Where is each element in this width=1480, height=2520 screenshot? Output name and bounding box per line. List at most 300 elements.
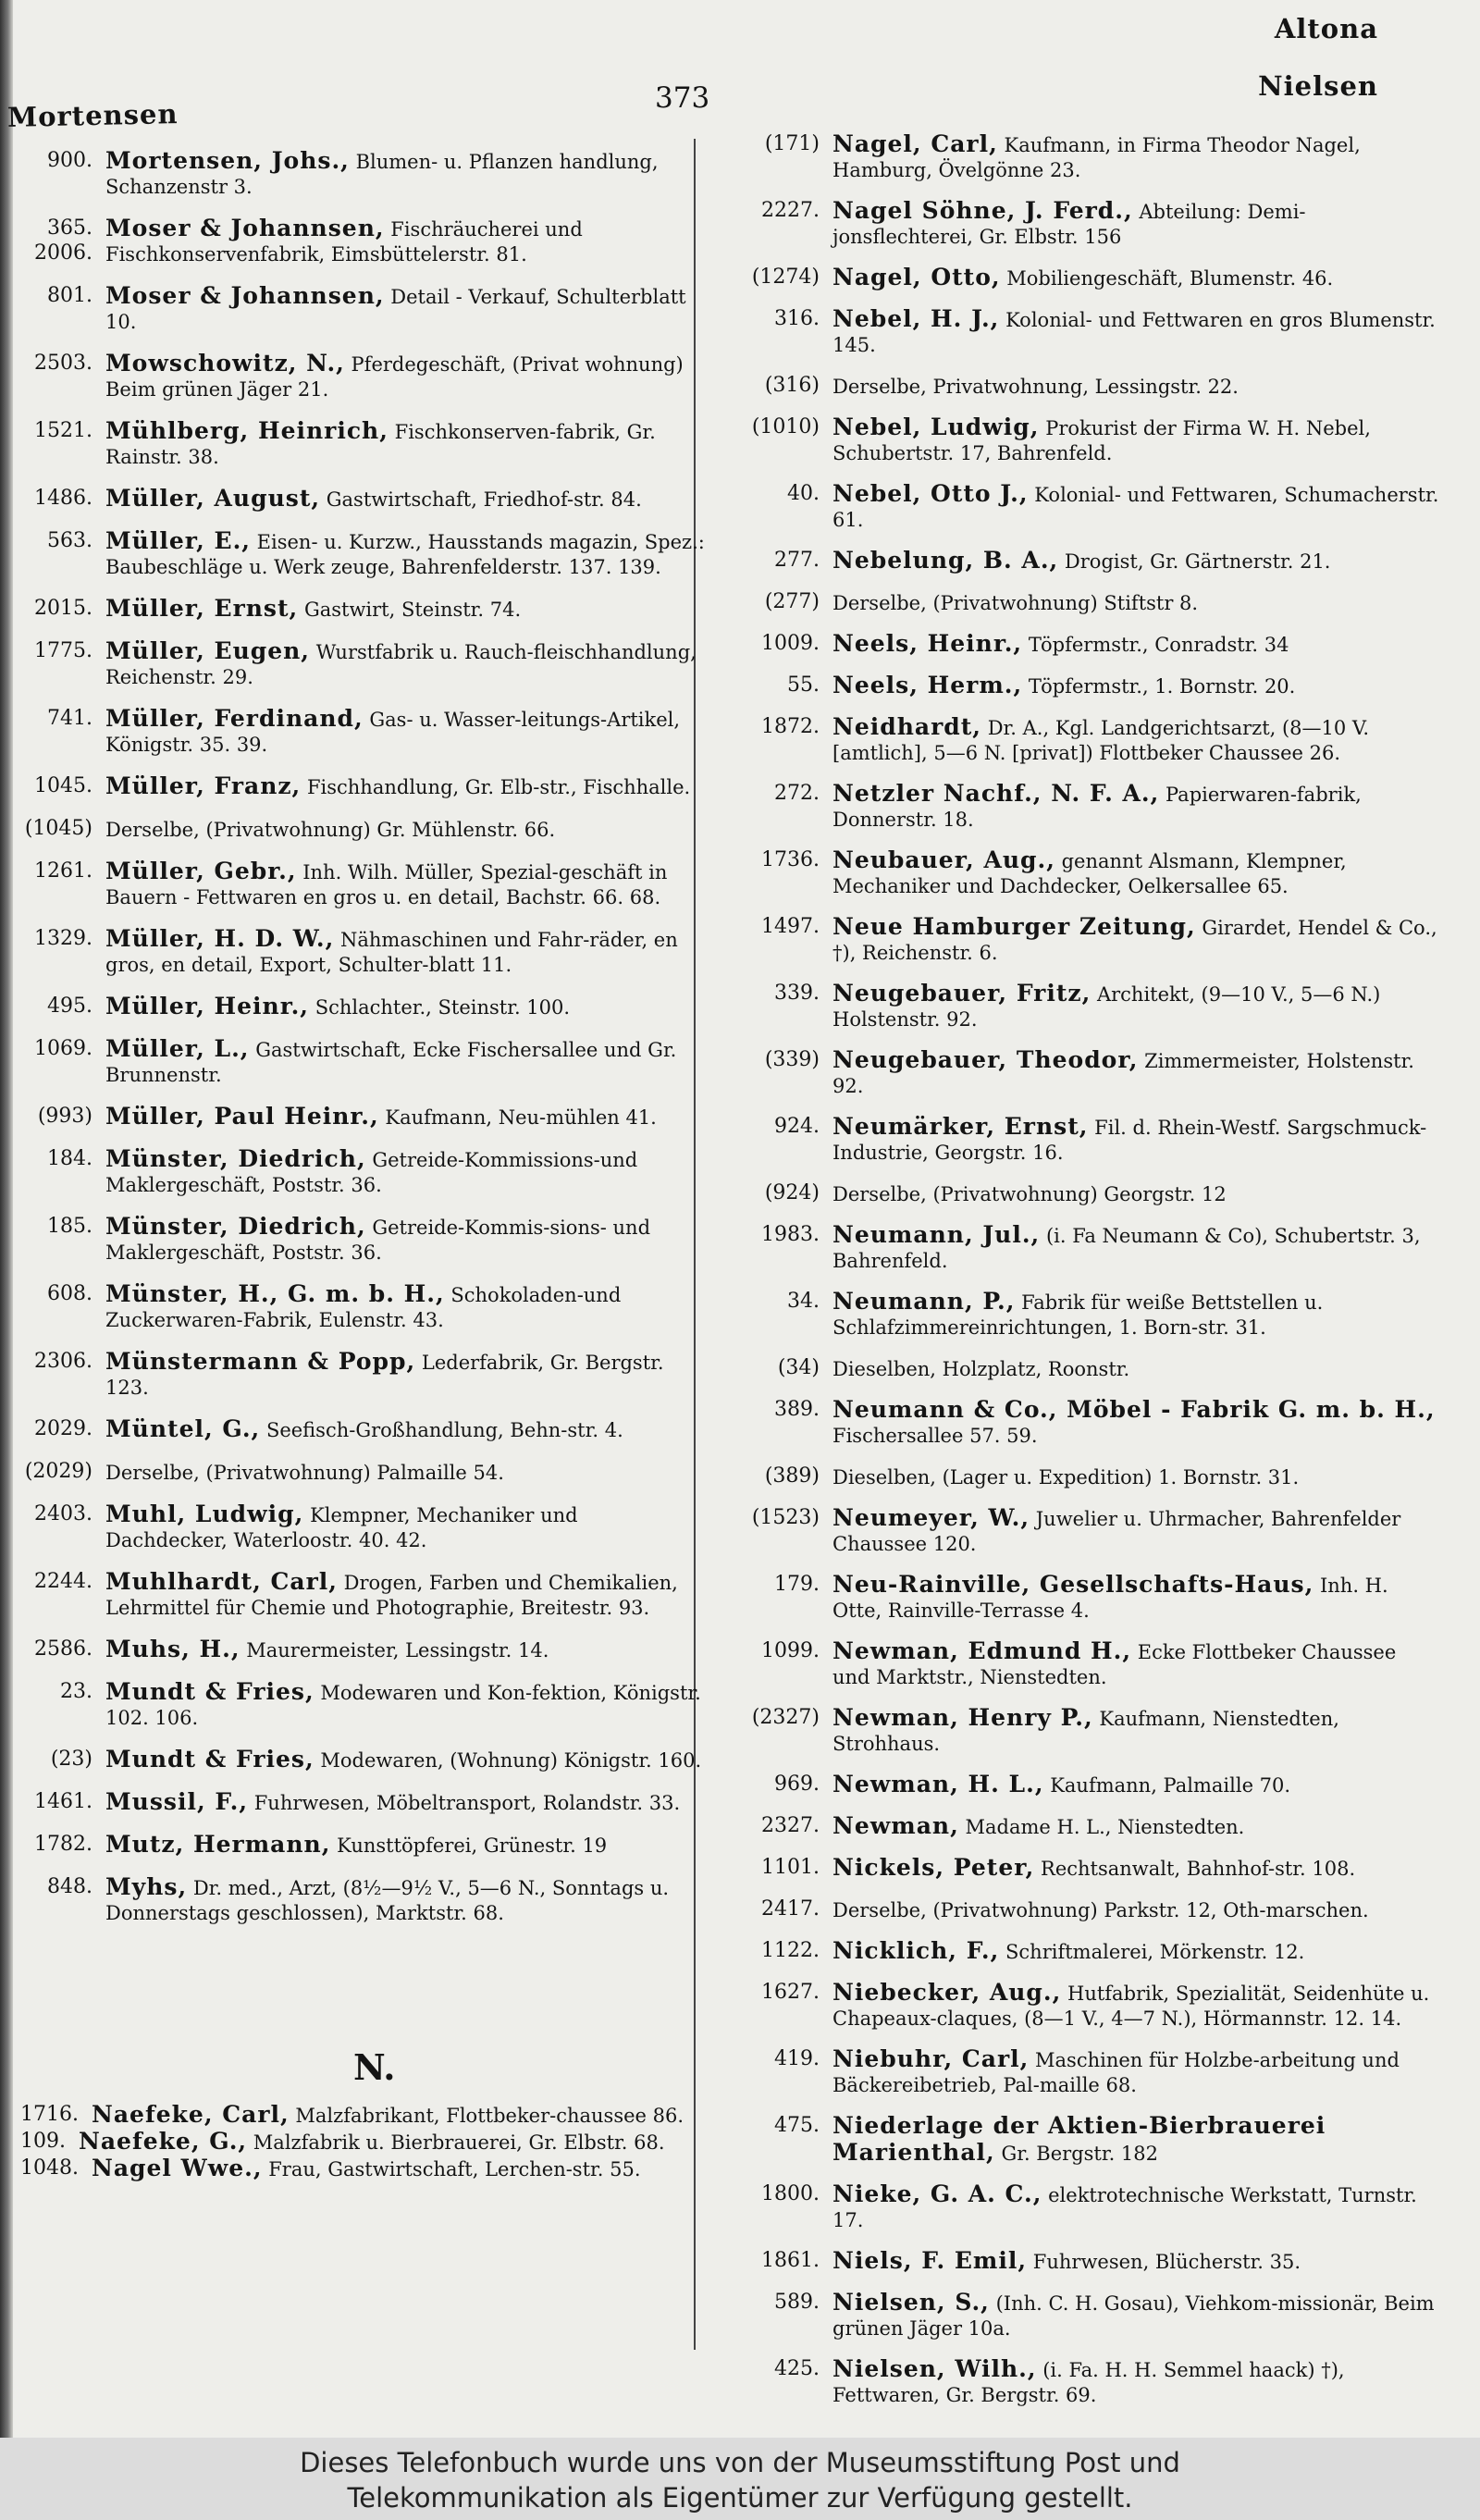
entry-body bbox=[105, 528, 705, 580]
entry-details: Getreide-Kommis-sions- und Maklergeschäft, Poststr. 36. bbox=[105, 1217, 651, 1264]
phone-number: 2403. bbox=[34, 1502, 92, 1526]
entry-name: Niederlage der Aktien-Bierbrauerei Marienthal, bbox=[832, 2112, 1326, 2166]
entry-details: Derselbe, (Privatwohnung) Palmaille 54. bbox=[105, 1462, 504, 1484]
entry-details: Juwelier u. Uhrmacher, Bahrenfelder Chaussee 120. bbox=[832, 1508, 1401, 1555]
entry-name: Nebelung, B. A., bbox=[832, 547, 1059, 574]
directory-entry bbox=[709, 481, 1439, 533]
phone-number: 741. bbox=[47, 707, 92, 730]
entry-body bbox=[832, 1855, 1439, 1882]
entry-body bbox=[105, 216, 705, 267]
entry-details: Fischräucherei und Fischkonservenfabrik, Eimsbüttelerstr. 81. bbox=[105, 218, 583, 266]
phone-number: 1775. bbox=[34, 639, 92, 662]
phone-number: 55. bbox=[787, 673, 820, 697]
phone-number: 1461. bbox=[34, 1790, 92, 1813]
entry-details: Gastwirtschaft, Friedhof-str. 84. bbox=[326, 488, 642, 511]
entry-body bbox=[832, 1772, 1439, 1798]
phone-number: 1800. bbox=[761, 2182, 820, 2205]
directory-entry bbox=[20, 148, 705, 200]
directory-entry bbox=[709, 2046, 1439, 2098]
entry-name: Mundt & Fries, bbox=[105, 1746, 314, 1773]
entry-details: (i. Fa Neumann & Co), Schubertstr. 3, Bahrenfeld. bbox=[832, 1225, 1421, 1272]
entry-name: Myhs, bbox=[105, 1873, 188, 1900]
entry-body bbox=[105, 148, 705, 200]
entry-details: Rechtsanwalt, Bahnhof-str. 108. bbox=[1041, 1858, 1356, 1880]
phone-number: 2586. bbox=[34, 1637, 92, 1661]
entry-body bbox=[832, 914, 1439, 966]
entry-body bbox=[832, 373, 1439, 400]
entry-body bbox=[105, 859, 705, 910]
entry-name: Müller, Ferdinand, bbox=[105, 705, 364, 732]
directory-entry bbox=[20, 926, 705, 978]
entry-details: Inh. Wilh. Müller, Spezial-geschäft in Bauern - Fettwaren en gros u. en detail, Bachstr. 66. 68. bbox=[105, 861, 668, 908]
phone-number: 1069. bbox=[34, 1037, 92, 1060]
entry-details: Girardet, Hendel & Co., †), Reichenstr. 6. bbox=[832, 917, 1437, 964]
entry-details: Kaufmann, Palmaille 70. bbox=[1050, 1774, 1291, 1797]
directory-entry bbox=[709, 1289, 1439, 1340]
entry-name: Nielsen, S., bbox=[832, 2289, 990, 2316]
directory-entry bbox=[709, 198, 1439, 250]
left-column bbox=[20, 148, 705, 1942]
entry-name: Neidhardt, bbox=[832, 713, 982, 740]
phone-number: 1716. bbox=[20, 2103, 79, 2126]
directory-entry bbox=[20, 1281, 705, 1333]
entry-details: Derselbe, (Privatwohnung) Georgstr. 12 bbox=[832, 1183, 1227, 1205]
entry-body bbox=[832, 1938, 1439, 1965]
entry-body bbox=[105, 1146, 705, 1198]
entry-name: Neumann & Co., Möbel - Fabrik G. m. b. H., bbox=[832, 1396, 1436, 1423]
entry-name: Nebel, H. J., bbox=[832, 305, 1000, 332]
phone-number: 1261. bbox=[34, 859, 92, 883]
entry-name: Mutz, Hermann, bbox=[105, 1831, 331, 1858]
phone-number: 1045. bbox=[34, 774, 92, 797]
entry-details: Papierwaren-fabrik, Donnerstr. 18. bbox=[832, 784, 1362, 831]
entry-body bbox=[832, 2046, 1439, 2098]
entry-name: Nieke, G. A. C., bbox=[832, 2180, 1042, 2207]
phone-number: 495. bbox=[47, 994, 92, 1018]
entry-name: Nielsen, Wilh., bbox=[832, 2355, 1037, 2382]
directory-entry bbox=[709, 714, 1439, 766]
directory-entry bbox=[709, 1938, 1439, 1965]
phone-number: 23. bbox=[60, 1680, 92, 1703]
directory-entry bbox=[20, 1832, 705, 1859]
entry-details: Kunsttöpferei, Grünestr. 19 bbox=[337, 1834, 608, 1857]
entry-body bbox=[832, 1114, 1439, 1166]
directory-entry bbox=[20, 1104, 705, 1130]
entry-body bbox=[832, 981, 1439, 1032]
phone-number: (339) bbox=[764, 1048, 820, 1071]
entry-name: Nicklich, F., bbox=[832, 1937, 1000, 1964]
directory-entry bbox=[709, 1397, 1439, 1449]
entry-name: Muhl, Ludwig, bbox=[105, 1501, 304, 1527]
directory-entry bbox=[709, 2356, 1439, 2408]
phone-number: 277. bbox=[774, 549, 820, 572]
phone-number: (23) bbox=[50, 1748, 92, 1771]
entry-details: Blumen- u. Pflanzen handlung, Schanzenstr 3. bbox=[105, 151, 659, 198]
directory-entry bbox=[709, 1114, 1439, 1166]
entry-details: Madame H. L., Nienstedten. bbox=[965, 1816, 1245, 1838]
phone-number: (34) bbox=[777, 1356, 820, 1379]
entry-details: Dieselben, (Lager u. Expedition) 1. Bornstr. 31. bbox=[832, 1466, 1300, 1489]
entry-name: Naefeke, G., bbox=[78, 2128, 248, 2155]
entry-name: Münster, Diedrich, bbox=[105, 1145, 366, 1172]
entry-name: Müller, Franz, bbox=[105, 772, 302, 799]
entry-details: Wurstfabrik u. Rauch-fleischhandlung, Reichenstr. 29. bbox=[105, 641, 697, 688]
directory-entry bbox=[709, 2290, 1439, 2341]
directory-entry bbox=[20, 1679, 705, 1731]
directory-entry bbox=[20, 2156, 705, 2182]
entry-body bbox=[105, 1637, 705, 1663]
phone-number: 34. bbox=[787, 1290, 820, 1313]
entry-details: Dr. A., Kgl. Landgerichtsarzt, (8—10 V. [amtlich], 5—6 N. [privat]) Flottbeker Chaussee 26. bbox=[832, 717, 1370, 764]
directory-entry bbox=[20, 596, 705, 623]
entry-name: Nagel Söhne, J. Ferd., bbox=[832, 197, 1133, 224]
entry-name: Neugebauer, Theodor, bbox=[832, 1046, 1139, 1073]
phone-number: 316. bbox=[774, 307, 820, 330]
directory-entry bbox=[709, 1855, 1439, 1882]
left-n-entry-list bbox=[20, 2102, 705, 2182]
entry-details: Prokurist der Firma W. H. Nebel, Schubertstr. 17, Bahrenfeld. bbox=[832, 417, 1371, 464]
entry-name: Nebel, Ludwig, bbox=[832, 414, 1040, 440]
directory-entry bbox=[709, 1772, 1439, 1798]
phone-number: 969. bbox=[774, 1773, 820, 1796]
entry-body bbox=[832, 2113, 1439, 2167]
entry-details: Schriftmalerei, Mörkenstr. 12. bbox=[1005, 1941, 1305, 1963]
entry-details: Drogen, Farben und Chemikalien, Lehrmittel für Chemie und Photographie, Breitestr. 93. bbox=[105, 1572, 678, 1619]
entry-details: Maurermeister, Lessingstr. 14. bbox=[246, 1639, 549, 1661]
entry-details: Fischkonserven-fabrik, Gr. Rainstr. 38. bbox=[105, 421, 656, 468]
entry-body bbox=[832, 2356, 1439, 2408]
entry-name: Neumeyer, W., bbox=[832, 1504, 1030, 1531]
entry-body bbox=[832, 1572, 1439, 1624]
entry-body bbox=[105, 638, 705, 690]
entry-details: Kaufmann, Nienstedten, Strohhaus. bbox=[832, 1708, 1339, 1755]
phone-number: 924. bbox=[774, 1115, 820, 1138]
entry-body bbox=[832, 306, 1439, 358]
footer-line-1: Dieses Telefonbuch wurde uns von der Museumsstiftung Post und bbox=[300, 2447, 1180, 2478]
entry-body bbox=[105, 1679, 705, 1731]
entry-body bbox=[105, 1874, 705, 1926]
entry-details: Gr. Bergstr. 182 bbox=[1001, 2143, 1159, 2165]
entry-body bbox=[105, 1459, 705, 1486]
entry-name: Niebecker, Aug., bbox=[832, 1979, 1062, 2006]
entry-name: Neumann, Jul., bbox=[832, 1221, 1041, 1248]
directory-entry bbox=[20, 773, 705, 800]
entry-name: Neu-Rainville, Gesellschafts-Haus, bbox=[832, 1571, 1314, 1598]
directory-entry bbox=[709, 373, 1439, 400]
directory-entry bbox=[20, 638, 705, 690]
phone-number: 1048. bbox=[20, 2156, 79, 2180]
phone-number: 339. bbox=[774, 982, 820, 1005]
right-entry-list bbox=[709, 131, 1439, 2408]
entry-name: Neubauer, Aug., bbox=[832, 846, 1055, 873]
entry-details: Töpfermstr., Conradstr. 34 bbox=[1028, 634, 1289, 656]
entry-details: Nähmaschinen und Fahr-räder, en gros, en detail, Export, Schulter-blatt 11. bbox=[105, 929, 678, 976]
entry-name: Neue Hamburger Zeitung, bbox=[832, 913, 1196, 940]
entry-name: Neumärker, Ernst, bbox=[832, 1113, 1089, 1140]
entry-details: Modewaren, (Wohnung) Königstr. 160. bbox=[320, 1749, 702, 1772]
entry-body bbox=[105, 351, 705, 402]
entry-name: Müller, L., bbox=[105, 1035, 250, 1062]
entry-body bbox=[105, 1501, 705, 1553]
directory-entry bbox=[709, 1222, 1439, 1274]
entry-body bbox=[832, 1896, 1439, 1923]
entry-body bbox=[105, 706, 705, 758]
entry-body bbox=[832, 847, 1439, 899]
directory-entry bbox=[709, 1896, 1439, 1923]
left-entry-list bbox=[20, 148, 705, 1926]
directory-entry bbox=[20, 1349, 705, 1401]
entry-body bbox=[92, 2102, 705, 2129]
directory-entry bbox=[709, 1572, 1439, 1624]
directory-entry bbox=[709, 1980, 1439, 2032]
phone-number: (1274) bbox=[751, 266, 820, 289]
entry-name: Müller, H. D. W., bbox=[105, 925, 335, 952]
entry-body bbox=[832, 631, 1439, 658]
entry-body bbox=[105, 1214, 705, 1266]
entry-name: Mundt & Fries, bbox=[105, 1678, 314, 1705]
entry-body bbox=[105, 1747, 705, 1773]
entry-details: Gastwirtschaft, Ecke Fischersallee und Gr. Brunnenstr. bbox=[105, 1039, 677, 1086]
entry-details: Getreide-Kommissions-und Maklergeschäft, Poststr. 36. bbox=[105, 1149, 638, 1196]
entry-details: Malzfabrik u. Bierbrauerei, Gr. Elbstr. 68. bbox=[253, 2131, 665, 2154]
entry-name: Niebuhr, Carl, bbox=[832, 2045, 1030, 2072]
entry-name: Mussil, F., bbox=[105, 1788, 249, 1815]
phone-number: 40. bbox=[787, 482, 820, 505]
entry-body bbox=[832, 1705, 1439, 1757]
entry-details: Gas- u. Wasser-leitungs-Artikel, Königstr. 35. 39. bbox=[105, 709, 681, 756]
entry-body bbox=[832, 265, 1439, 291]
directory-entry bbox=[709, 1355, 1439, 1382]
directory-entry bbox=[20, 528, 705, 580]
entry-details: Fil. d. Rhein-Westf. Sargschmuck-Industrie, Georgstr. 16. bbox=[832, 1117, 1427, 1164]
entry-body bbox=[832, 1505, 1439, 1557]
directory-entry bbox=[20, 486, 705, 513]
phone-number: (1523) bbox=[751, 1506, 820, 1529]
entry-name: Neugebauer, Fritz, bbox=[832, 980, 1092, 1007]
running-head-left: Mortensen bbox=[6, 98, 179, 133]
entry-name: Moser & Johannsen, bbox=[105, 215, 385, 241]
directory-entry bbox=[709, 589, 1439, 616]
phone-number: 1122. bbox=[761, 1939, 820, 1962]
directory-entry bbox=[20, 859, 705, 910]
directory-entry bbox=[709, 414, 1439, 466]
entry-body bbox=[832, 198, 1439, 250]
phone-number: (1045) bbox=[24, 817, 92, 840]
directory-entry bbox=[709, 1505, 1439, 1557]
entry-name: Neels, Herm., bbox=[832, 672, 1023, 698]
entry-details: Kaufmann, in Firma Theodor Nagel, Hamburg, Övelgönne 23. bbox=[832, 134, 1361, 181]
entry-body bbox=[105, 283, 705, 335]
entry-details: Schokoladen-und Zuckerwaren-Fabrik, Eulenstr. 43. bbox=[105, 1284, 622, 1331]
directory-entry bbox=[709, 306, 1439, 358]
directory-entry bbox=[709, 914, 1439, 966]
entry-details: Kolonial- und Fettwaren en gros Blumenstr. 145. bbox=[832, 309, 1436, 356]
phone-number: 109. bbox=[20, 2130, 66, 2153]
entry-name: Müller, E., bbox=[105, 527, 251, 554]
entry-name: Mortensen, Johs., bbox=[105, 147, 350, 174]
directory-entry bbox=[709, 265, 1439, 291]
phone-number: 1782. bbox=[34, 1833, 92, 1856]
entry-details: Lederfabrik, Gr. Bergstr. 123. bbox=[105, 1352, 664, 1399]
phone-number: 425. bbox=[774, 2357, 820, 2380]
entry-name: Müller, August, bbox=[105, 485, 321, 512]
entry-name: Müller, Eugen, bbox=[105, 637, 311, 664]
entry-name: Muhs, H., bbox=[105, 1636, 240, 1662]
entry-body bbox=[105, 994, 705, 1020]
phone-number: 1099. bbox=[761, 1639, 820, 1662]
entry-details: Architekt, (9—10 V., 5—6 N.) Holstenstr. 92. bbox=[832, 983, 1381, 1031]
phone-number: 1736. bbox=[761, 848, 820, 871]
directory-entry bbox=[20, 1146, 705, 1198]
phone-number: 2244. bbox=[34, 1570, 92, 1593]
phone-number: 185. bbox=[47, 1215, 92, 1238]
phone-number: 2015. bbox=[34, 597, 92, 620]
left-column-n-section bbox=[20, 2102, 705, 2182]
directory-entry bbox=[20, 1416, 705, 1443]
entry-body bbox=[105, 1569, 705, 1621]
entry-name: Nagel Wwe., bbox=[91, 2155, 263, 2181]
directory-entry bbox=[709, 673, 1439, 699]
phone-number: (993) bbox=[37, 1105, 92, 1128]
phone-number: (171) bbox=[764, 132, 820, 155]
phone-number: (316) bbox=[764, 374, 820, 397]
directory-entry bbox=[20, 1036, 705, 1088]
entry-details: Fabrik für weiße Bettstellen u. Schlafzimmereinrichtungen, 1. Born-str. 31. bbox=[832, 1291, 1324, 1339]
phone-number: 419. bbox=[774, 2047, 820, 2070]
entry-body bbox=[79, 2129, 705, 2156]
entry-details: Fuhrwesen, Möbeltransport, Rolandstr. 33. bbox=[253, 1792, 681, 1814]
phone-number: 1329. bbox=[34, 927, 92, 950]
directory-entry bbox=[709, 1047, 1439, 1099]
entry-name: Nagel, Otto, bbox=[832, 264, 1001, 290]
entry-body bbox=[105, 1416, 705, 1443]
entry-details: Drogist, Gr. Gärtnerstr. 21. bbox=[1064, 550, 1331, 573]
entry-details: Hutfabrik, Spezialität, Seidenhüte u. Chapeaux-claques, (8—1 V., 4—7 N.), Hörmannstr. 12. 14. bbox=[832, 1983, 1430, 2030]
entry-details: Abteilung: Demi-jonsflechterei, Gr. Elbstr. 156 bbox=[832, 201, 1306, 248]
entry-details: Frau, Gastwirtschaft, Lerchen-str. 55. bbox=[268, 2158, 641, 2180]
entry-details: Klempner, Mechaniker und Dachdecker, Waterloostr. 40. 42. bbox=[105, 1504, 578, 1551]
entry-body bbox=[105, 816, 705, 843]
entry-body bbox=[105, 1036, 705, 1088]
phone-number: 2503. bbox=[34, 352, 92, 375]
entry-body bbox=[832, 1813, 1439, 1840]
entry-body bbox=[105, 1349, 705, 1401]
entry-details: Detail - Verkauf, Schulterblatt 10. bbox=[105, 286, 686, 333]
entry-body bbox=[832, 1289, 1439, 1340]
section-letter: N. bbox=[353, 2046, 396, 2088]
phone-number: 389. bbox=[774, 1398, 820, 1421]
entry-name: Moser & Johannsen, bbox=[105, 282, 385, 309]
phone-number: 2029. bbox=[34, 1417, 92, 1440]
entry-body bbox=[105, 1281, 705, 1333]
entry-details: Dr. med., Arzt, (8½—9½ V., 5—6 N., Sonntags u. Donnerstags geschlossen), Marktstr. 68. bbox=[105, 1877, 670, 1924]
phone-number: (1010) bbox=[751, 415, 820, 439]
entry-name: Müller, Heinr., bbox=[105, 993, 309, 1019]
entry-name: Nickels, Peter, bbox=[832, 1854, 1035, 1881]
entry-name: Newman, bbox=[832, 1812, 959, 1839]
directory-entry bbox=[20, 1747, 705, 1773]
entry-body bbox=[105, 1104, 705, 1130]
entry-name: Müller, Ernst, bbox=[105, 595, 299, 622]
entry-details: Seefisch-Großhandlung, Behn-str. 4. bbox=[265, 1419, 623, 1441]
entry-details: Eisen- u. Kurzw., Hausstands magazin, Spez.: Baubeschläge u. Werk zeuge, Bahrenfelderstr. 137. 139. bbox=[105, 531, 705, 578]
entry-details: Derselbe, (Privatwohnung) Parkstr. 12, Oth-marschen. bbox=[832, 1899, 1369, 1921]
entry-details: (Inh. C. H. Gosau), Viehkom-missionär, Beim grünen Jäger 10a. bbox=[832, 2292, 1435, 2340]
phone-number: 801. bbox=[47, 284, 92, 307]
phone-number: 1497. bbox=[761, 915, 820, 938]
directory-entry bbox=[709, 1180, 1439, 1207]
entry-body bbox=[832, 781, 1439, 833]
phone-number: 589. bbox=[774, 2291, 820, 2314]
entry-name: Münstermann & Popp, bbox=[105, 1348, 416, 1375]
entry-details: Fischersallee 57. 59. bbox=[832, 1425, 1038, 1447]
entry-details: elektrotechnische Werkstatt, Turnstr. 17. bbox=[832, 2184, 1417, 2231]
phone-number: 475. bbox=[774, 2114, 820, 2137]
entry-details: Ecke Flottbeker Chaussee und Marktstr., Nienstedten. bbox=[832, 1641, 1397, 1688]
directory-entry bbox=[20, 816, 705, 843]
directory-entry bbox=[20, 1874, 705, 1926]
entry-body bbox=[832, 1047, 1439, 1099]
entry-body bbox=[832, 589, 1439, 616]
entry-name: Müller, Paul Heinr., bbox=[105, 1103, 379, 1130]
directory-entry bbox=[709, 1638, 1439, 1690]
directory-entry bbox=[20, 418, 705, 470]
entry-body bbox=[832, 2290, 1439, 2341]
entry-name: Muhlhardt, Carl, bbox=[105, 1568, 338, 1595]
entry-body bbox=[105, 773, 705, 800]
entry-body bbox=[105, 418, 705, 470]
entry-body bbox=[832, 1180, 1439, 1207]
phone-number: 848. bbox=[47, 1875, 92, 1898]
entry-name: Netzler Nachf., N. F. A., bbox=[832, 780, 1160, 807]
page-binding-edge bbox=[0, 0, 13, 2438]
entry-name: Niels, F. Emil, bbox=[832, 2247, 1028, 2274]
directory-entry bbox=[20, 1501, 705, 1553]
entry-body bbox=[832, 2181, 1439, 2233]
directory-entry bbox=[709, 847, 1439, 899]
entry-details: Derselbe, Privatwohnung, Lessingstr. 22. bbox=[832, 376, 1239, 398]
phone-number: 2417. bbox=[761, 1897, 820, 1921]
phone-number: 184. bbox=[47, 1147, 92, 1170]
phone-number: 1521. bbox=[34, 419, 92, 442]
phone-number: 2327. bbox=[761, 1814, 820, 1837]
entry-body bbox=[832, 1464, 1439, 1490]
directory-entry bbox=[20, 1569, 705, 1621]
directory-entry bbox=[709, 781, 1439, 833]
entry-details: Derselbe, (Privatwohnung) Gr. Mühlenstr. 66. bbox=[105, 819, 556, 841]
directory-entry bbox=[709, 2181, 1439, 2233]
running-head-city: Altona bbox=[1274, 13, 1378, 44]
entry-details: Derselbe, (Privatwohnung) Stiftstr 8. bbox=[832, 592, 1199, 614]
entry-name: Neumann, P., bbox=[832, 1288, 1016, 1315]
directory-entry bbox=[20, 216, 705, 267]
directory-entry bbox=[20, 2102, 705, 2129]
right-column bbox=[709, 131, 1439, 2423]
entry-details: Gastwirt, Steinstr. 74. bbox=[303, 599, 522, 621]
phone-number: 1627. bbox=[761, 1981, 820, 2004]
directory-entry bbox=[709, 631, 1439, 658]
entry-details: Modewaren und Kon-fektion, Königstr. 102. 106. bbox=[105, 1682, 701, 1729]
entry-body bbox=[832, 1222, 1439, 1274]
phone-number: 900. bbox=[47, 149, 92, 172]
directory-entry bbox=[709, 2113, 1439, 2167]
phone-number: 1101. bbox=[761, 1856, 820, 1879]
entry-name: Münster, H., G. m. b. H., bbox=[105, 1280, 445, 1307]
entry-details: Kolonial- und Fettwaren, Schumacherstr. 61. bbox=[832, 484, 1439, 531]
entry-body bbox=[105, 486, 705, 513]
entry-details: Pferdegeschäft, (Privat wohnung) Beim grünen Jäger 21. bbox=[105, 353, 684, 401]
directory-entry bbox=[20, 351, 705, 402]
